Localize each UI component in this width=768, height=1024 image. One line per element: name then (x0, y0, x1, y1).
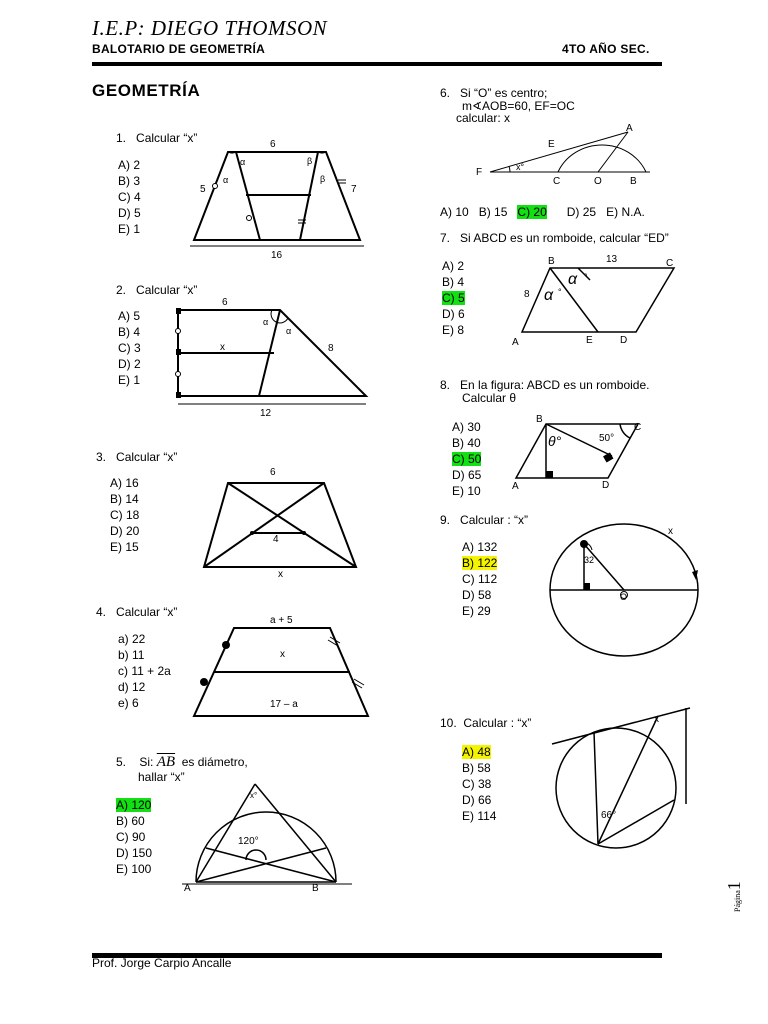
fig5-apex: x° (250, 791, 258, 800)
fig1-bottom: 16 (271, 250, 283, 261)
figure-1-trapezoid (188, 134, 378, 262)
question-5-line2: hallar “x” (138, 770, 185, 784)
question-6: 6. Si “O” es centro; (440, 86, 548, 100)
fig1-left: 5 (200, 184, 206, 195)
question-5: 5. Si: $\overline{AB}$ es diámetro, (116, 754, 248, 770)
header-rule (92, 62, 662, 66)
option: D) 5 (118, 206, 141, 220)
fig9-angle: 32 (584, 555, 595, 565)
option: D) 2 (118, 357, 141, 371)
svg-text:C: C (666, 258, 674, 269)
svg-text:O: O (594, 176, 602, 187)
options-10 (462, 744, 496, 824)
segment-ab: $\overline{AB}$ (156, 754, 176, 770)
option: B) 4 (118, 325, 141, 339)
fig4-mid: x (280, 649, 285, 660)
svg-text:C: C (553, 176, 561, 187)
svg-text:A: A (184, 883, 191, 894)
option: C) 50 (452, 452, 482, 466)
fig1-right: 7 (351, 184, 357, 195)
options-5 (116, 797, 152, 877)
svg-text:x: x (668, 526, 673, 537)
figure-5-semicircle (176, 776, 356, 896)
question-8-line2: Calcular θ (462, 391, 517, 405)
option: A) 16 (110, 476, 139, 490)
option: A) 48 (462, 745, 491, 759)
svg-text:A: A (512, 337, 519, 348)
options-1 (118, 157, 141, 237)
fig4-bottom: 17 – a (270, 699, 298, 710)
option: D) 58 (462, 588, 492, 602)
option: E) 15 (110, 540, 139, 554)
figure-10-circle (550, 704, 700, 850)
option: E) 1 (118, 222, 141, 236)
svg-text:β: β (307, 156, 313, 166)
document-subtitle: BALOTARIO DE GEOMETRÍA (92, 42, 266, 56)
options-2 (118, 308, 141, 388)
option: B) 15 (478, 205, 508, 219)
option: B) 58 (462, 761, 491, 775)
svg-text:B: B (548, 256, 555, 267)
options-4 (118, 631, 171, 711)
svg-text:α: α (544, 287, 554, 304)
option: C) 18 (110, 508, 140, 522)
svg-text:A: A (626, 123, 633, 134)
fig5-angle: 120° (238, 836, 259, 847)
svg-text:x°: x° (516, 162, 525, 172)
fig2-x: x (220, 342, 225, 353)
fig2-side: 8 (328, 343, 334, 354)
option: B) 14 (110, 492, 139, 506)
svg-text:B: B (630, 176, 637, 187)
option: B) 4 (442, 275, 465, 289)
svg-text:D: D (602, 480, 610, 491)
option: c) 11 + 2a (118, 664, 171, 678)
option: E) N.A. (606, 205, 645, 219)
option: E) 100 (116, 862, 152, 876)
fig3-bottom: x (278, 569, 283, 580)
option: C) 112 (462, 572, 498, 586)
fig3-mid: 4 (273, 534, 279, 545)
svg-text:B: B (536, 414, 543, 425)
option: B) 40 (452, 436, 481, 450)
fig1-top: 6 (270, 139, 276, 150)
question-3: 3. Calcular “x” (96, 450, 178, 464)
option: B) 60 (116, 814, 145, 828)
option: C) 90 (116, 830, 146, 844)
option: E) 10 (452, 484, 481, 498)
option: d) 12 (118, 680, 146, 694)
question-6-line2: m∢AOB=60, EF=OC (462, 99, 575, 113)
options-3 (110, 475, 139, 555)
svg-text:E: E (586, 335, 593, 346)
question-8: 8. En la figura: ABCD es un romboide. (440, 378, 650, 392)
school-name: I.E.P: DIEGO THOMSON (92, 16, 328, 40)
option: E) 8 (442, 323, 465, 337)
fig8-angle: 50° (599, 433, 615, 444)
option: C) 38 (462, 777, 492, 791)
option: C) 5 (442, 291, 465, 305)
svg-text:O: O (620, 592, 628, 602)
option: B) 122 (462, 556, 498, 570)
svg-text:D: D (620, 335, 628, 346)
author: Prof. Jorge Carpio Ancalle (92, 956, 232, 970)
option: C) 20 (517, 205, 547, 219)
svg-text:α: α (286, 326, 292, 336)
option: A) 2 (442, 259, 465, 273)
fig2-top: 6 (222, 297, 228, 308)
options-6 (440, 204, 645, 220)
question-2: 2. Calcular “x” (116, 283, 198, 297)
option: C) 3 (118, 341, 141, 355)
svg-text:A: A (512, 481, 519, 492)
option: E) 29 (462, 604, 491, 618)
svg-text:α: α (223, 175, 229, 185)
option: D) 150 (116, 846, 153, 860)
option: e) 6 (118, 696, 139, 710)
figure-8-romboid (506, 412, 666, 494)
question-10: 10. Calcular : “x” (440, 716, 532, 730)
figure-2-trapezoid (168, 294, 378, 420)
svg-text:α: α (568, 271, 578, 288)
question-6-line3: calcular: x (456, 111, 511, 125)
figure-6-semicircle (470, 120, 660, 190)
option: D) 25 (566, 205, 597, 219)
figure-4-trapezoid (188, 612, 378, 722)
option: a) 22 (118, 632, 146, 646)
figure-9-circle (544, 520, 714, 680)
fig10-angle: 66° (601, 810, 617, 821)
option: A) 5 (118, 309, 141, 323)
page-title: GEOMETRÍA (92, 81, 201, 100)
option: A) 132 (462, 540, 498, 554)
fig7-side: 8 (524, 289, 530, 300)
option: D) 20 (110, 524, 140, 538)
options-7 (442, 258, 465, 338)
option: A) 30 (452, 420, 481, 434)
option: D) 65 (452, 468, 482, 482)
option: A) 2 (118, 158, 141, 172)
fig7-top: 13 (606, 254, 618, 265)
svg-text:C: C (634, 422, 642, 433)
figure-7-romboid (508, 250, 688, 350)
question-4: 4. Calcular “x” (96, 605, 178, 619)
question-1: 1. Calcular “x” (116, 131, 198, 145)
svg-text:β: β (320, 174, 326, 184)
svg-text:B: B (312, 883, 319, 894)
option: C) 4 (118, 190, 141, 204)
svg-text:α: α (263, 317, 269, 327)
options-8 (452, 419, 481, 499)
svg-text:°: ° (584, 272, 588, 282)
svg-text:x: x (654, 714, 659, 725)
option: E) 1 (118, 373, 141, 387)
svg-text:α: α (240, 157, 246, 167)
svg-text:E: E (548, 139, 555, 150)
option: A) 10 (440, 205, 469, 219)
option: D) 66 (462, 793, 492, 807)
question-9: 9. Calcular : “x” (440, 513, 529, 527)
option: B) 3 (118, 174, 141, 188)
option: D) 6 (442, 307, 465, 321)
question-7: 7. Si ABCD es un romboide, calcular “ED” (440, 231, 669, 245)
option: b) 11 (118, 648, 145, 662)
figure-3-trapezoid (198, 463, 368, 581)
fig3-top: 6 (270, 467, 276, 478)
fig2-bottom: 12 (260, 408, 272, 419)
option: A) 120 (116, 798, 152, 812)
svg-text:F: F (476, 167, 483, 178)
page-number: Página1 (724, 881, 744, 912)
grade-label: 4TO AÑO SEC. (562, 42, 650, 56)
fig4-top: a + 5 (270, 615, 293, 626)
options-9 (462, 539, 497, 619)
svg-text:°: ° (558, 287, 562, 297)
option: E) 114 (462, 809, 497, 823)
svg-text:θ°: θ° (548, 433, 562, 449)
